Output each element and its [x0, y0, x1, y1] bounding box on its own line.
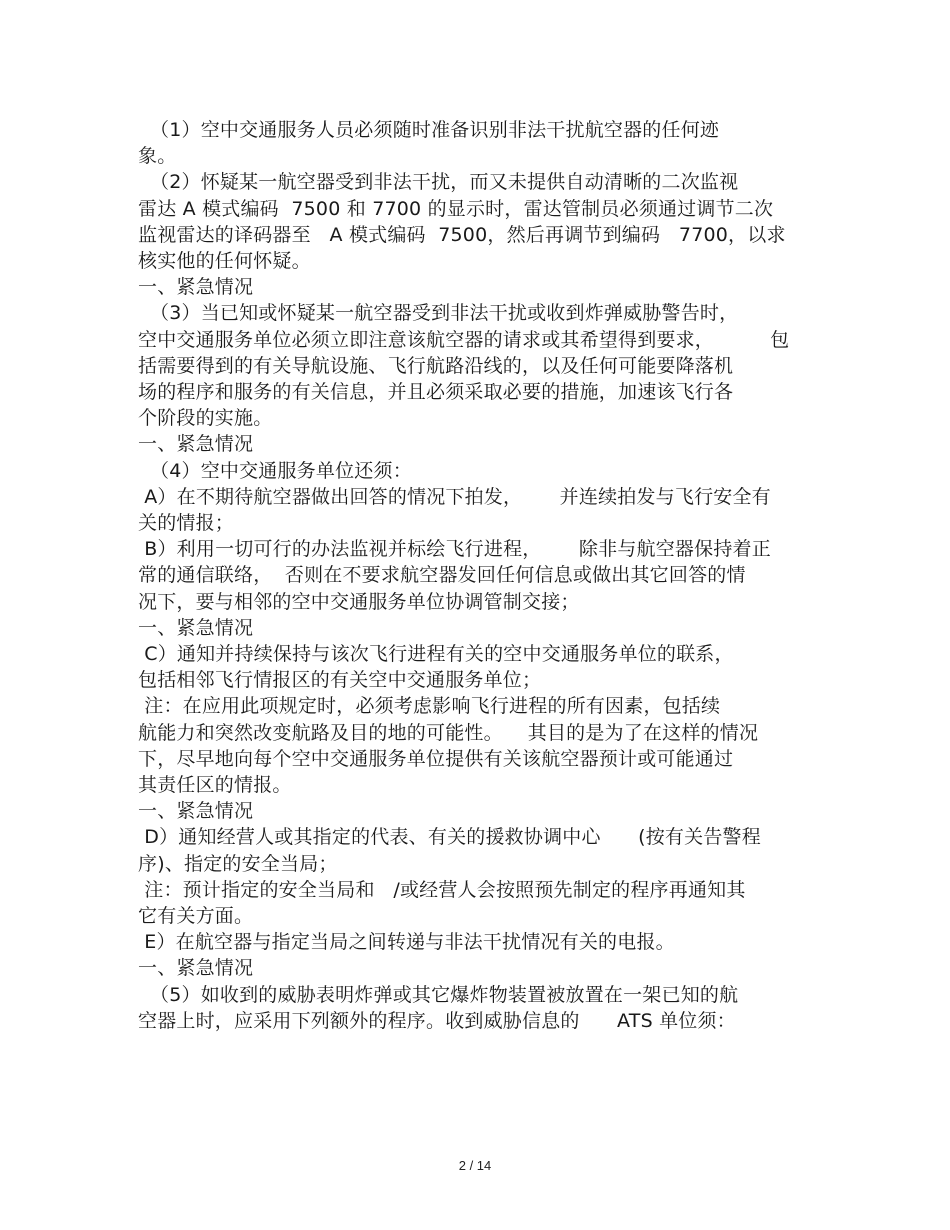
text-line: 下，尽早地向每个空中交通服务单位提供有关该航空器预计或可能通过	[138, 747, 734, 770]
text-line: 空器上时，应采用下列额外的程序。收到威胁信息的 ATS 单位须：	[138, 1009, 736, 1032]
text-line: 场的程序和服务的有关信息，并且必须采取必要的措施，加速该飞行各	[138, 381, 734, 403]
text-line: （3）当已知或怀疑某一航空器受到非法干扰或收到炸弹威胁警告时，	[150, 302, 739, 325]
text-line: E）在航空器与指定当局之间转递与非法干扰情况有关的电报。	[138, 931, 675, 954]
text-line: 其责任区的情报。	[138, 774, 292, 796]
text-line: 一、紧急情况	[138, 800, 254, 823]
text-line: 航能力和突然改变航路及目的地的可能性。 其目的是为了在这样的情况	[138, 721, 759, 744]
text-line: 括需要得到的有关导航设施、飞行航路沿线的，以及任何可能要降落机	[138, 354, 734, 377]
text-line: A）在不期待航空器做出回答的情况下拍发， 并连续拍发与飞行安全有	[138, 485, 771, 508]
text-line: 核实他的任何怀疑。	[138, 250, 311, 272]
text-line: 一、紧急情况	[138, 616, 254, 639]
text-line: 关的情报；	[138, 512, 235, 534]
text-line: 象。	[138, 145, 177, 168]
text-line: 序)、指定的安全当局；	[138, 852, 338, 875]
text-line: 个阶段的实施。	[138, 407, 273, 430]
text-line: 常的通信联络， 否则在不要求航空器发回任何信息或做出其它回答的情	[138, 564, 746, 587]
text-line: B）利用一切可行的办法监视并标绘飞行进程， 除非与航空器保持着正	[138, 538, 771, 561]
text-line: （4）空中交通服务单位还须：	[150, 459, 412, 482]
text-line: 一、紧急情况	[138, 957, 254, 980]
text-line: 它有关方面。	[138, 905, 254, 927]
text-line: 注：在应用此项规定时，必须考虑影响飞行进程的所有因素，包括续	[138, 695, 721, 718]
text-line: C）通知并持续保持与该次飞行进程有关的空中交通服务单位的联系，	[138, 643, 734, 665]
text-line: 包括相邻飞行情报区的有关空中交通服务单位；	[138, 669, 542, 692]
text-line: 注：预计指定的安全当局和 /或经营人会按照预先制定的程序再通知其	[138, 878, 746, 901]
text-line: 况下，要与相邻的空中交通服务单位协调管制交接；	[138, 590, 580, 613]
text-line: 一、紧急情况	[138, 276, 254, 299]
text-line: 一、紧急情况	[138, 433, 254, 456]
text-line: （1）空中交通服务人员必须随时准备识别非法干扰航空器的任何迹	[150, 119, 720, 141]
text-line: （5）如收到的威胁表明炸弹或其它爆炸物装置被放置在一架已知的航	[150, 983, 739, 1006]
text-line: 监视雷达的译码器至 A 模式编码 7500，然后再调节到编码 7700，以求	[138, 223, 786, 246]
page-number: 2 / 14	[458, 1158, 492, 1173]
text-line: D）通知经营人或其指定的代表、有关的援救协调中心 (按有关告警程	[138, 826, 761, 849]
text-line: 雷达 A 模式编码 7500 和 7700 的显示时，雷达管制员必须通过调节二次	[138, 197, 774, 220]
text-line: 空中交通服务单位必须立即注意该航空器的请求或其希望得到要求， 包	[138, 328, 790, 351]
text-line: （2）怀疑某一航空器受到非法干扰，而又未提供自动清晰的二次监视	[150, 171, 739, 194]
